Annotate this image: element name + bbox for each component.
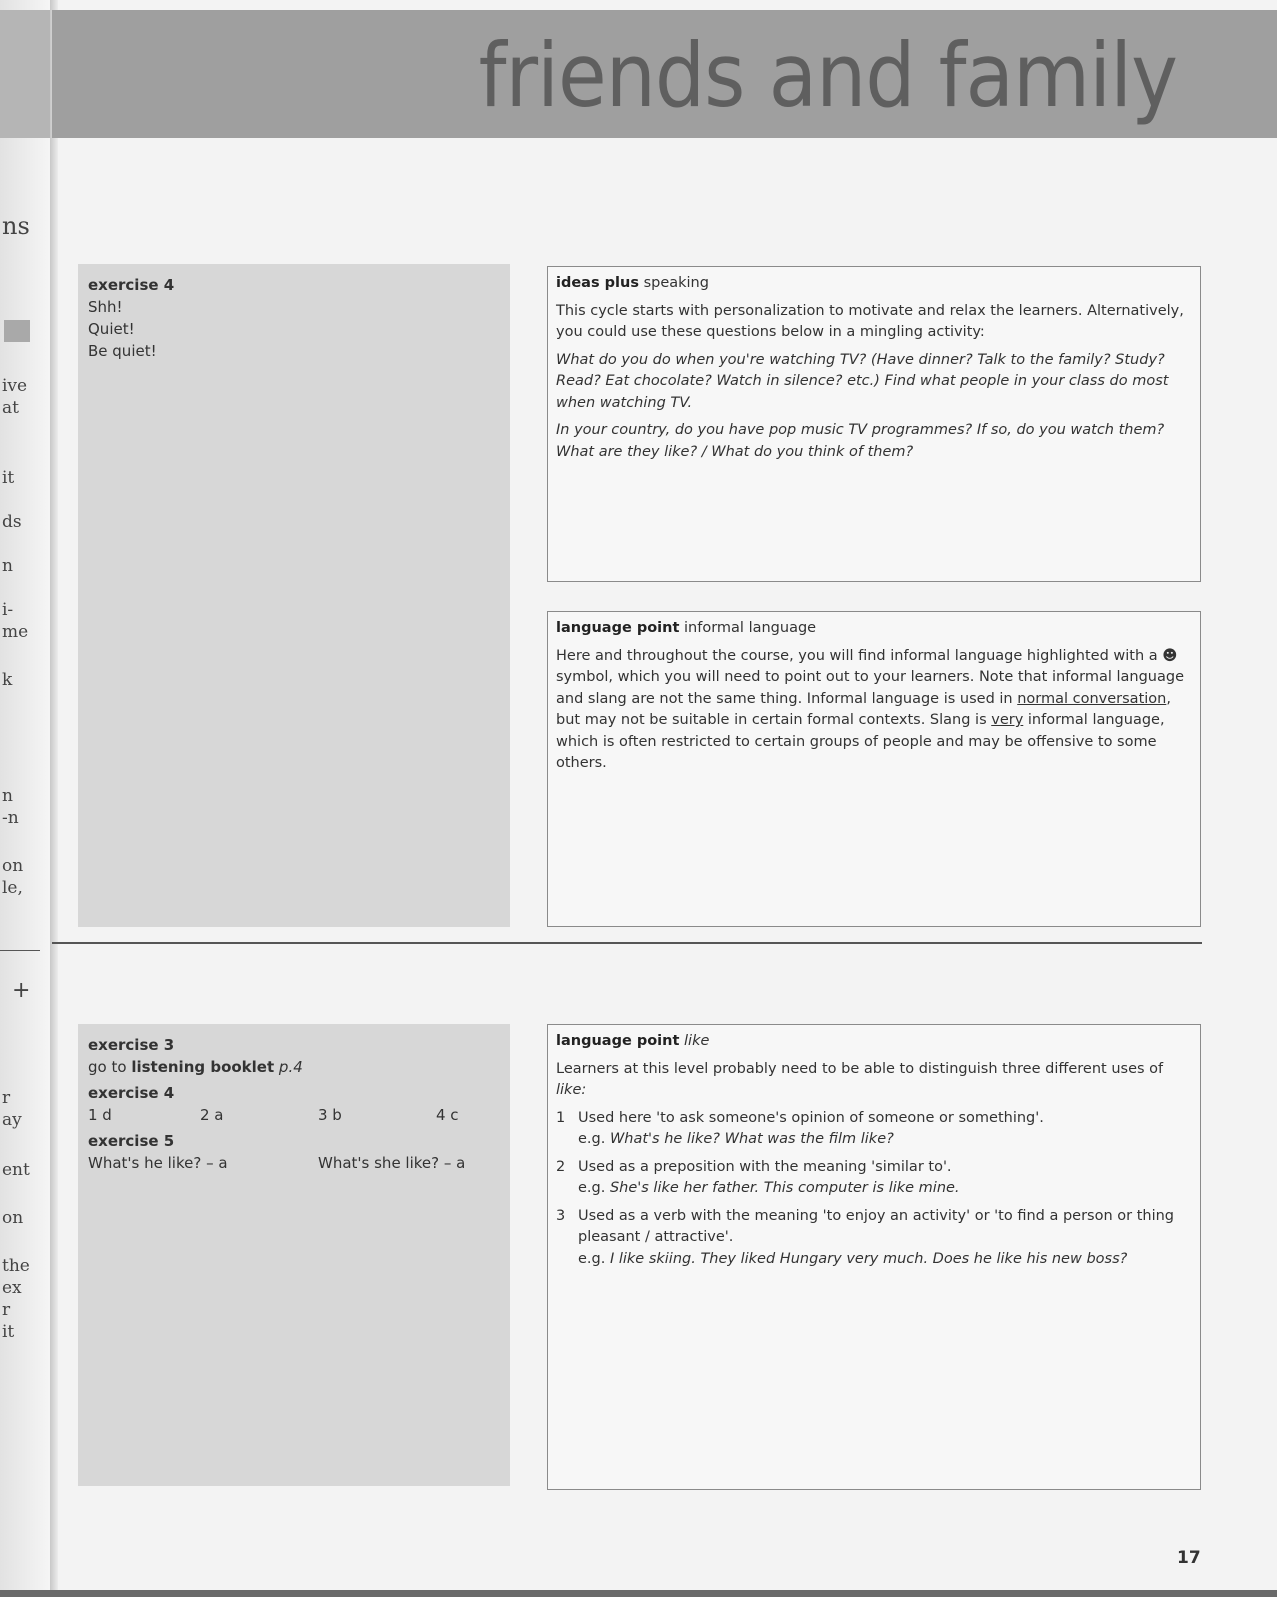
left-page-fragment: -n bbox=[2, 808, 19, 828]
binding-shadow bbox=[50, 0, 58, 1597]
left-page-fragment: k bbox=[2, 670, 13, 690]
box-heading: language point like bbox=[556, 1033, 710, 1049]
left-page-fragment: at bbox=[2, 398, 19, 418]
exercise-heading: exercise 3 bbox=[88, 1036, 175, 1054]
left-page-fragment: ns bbox=[2, 212, 30, 240]
left-page-fragment: i- bbox=[2, 600, 14, 620]
left-page-fragment: the bbox=[2, 1256, 30, 1276]
plus-icon: + bbox=[12, 978, 31, 1003]
box-paragraph: Learners at this level probably need to be able to distinguish three different uses of like: bbox=[556, 1060, 1164, 1098]
left-page-fragment: ay bbox=[2, 1110, 22, 1130]
uses-list bbox=[556, 1108, 1192, 1271]
informal-symbol-icon: ☻ bbox=[1162, 647, 1178, 664]
page-header-band bbox=[52, 10, 1277, 138]
bottom-edge bbox=[0, 1590, 1277, 1597]
left-page-fragment: ex bbox=[2, 1278, 22, 1298]
answer-row: 1 d 2 a 3 b 4 c bbox=[88, 1106, 459, 1124]
left-page-block bbox=[4, 320, 30, 342]
question-paragraph: In your country, do you have pop music TV programmes? If so, do you watch them? What are they like? / What do you think of them? bbox=[556, 422, 1165, 460]
left-page-fragment: on bbox=[2, 1208, 24, 1228]
list-item: 2 Used as a preposition with the meaning 'similar to'. e.g. She's like her father. This computer is like mine. bbox=[556, 1158, 960, 1196]
page-title: friends and family bbox=[478, 24, 1177, 127]
question-paragraph: What do you do when you're watching TV? (Have dinner? Talk to the family? Study? Read? Eat chocolate? Watch in silence? etc.) Find what people in your class do most when watching TV. bbox=[556, 351, 1169, 411]
left-page-fragment: r bbox=[2, 1088, 11, 1108]
exercise-heading: exercise 4 bbox=[88, 276, 175, 294]
answer-line: Shh! bbox=[88, 298, 123, 316]
left-page-fragment: it bbox=[2, 468, 15, 488]
ideas-plus-box bbox=[547, 266, 1201, 582]
box-paragraph: Here and throughout the course, you will find informal language highlighted with a ☻ symbol, which you will need to point out to your learners. Note that informal language and slang are not the same thing. Informal language is used in normal conversation, but may not be suitable in certain formal contexts. Slang is very informal language, which is often restricted to certain groups of people and may be offensive to some others. bbox=[556, 647, 1185, 771]
left-page-fragment: n bbox=[2, 786, 13, 806]
answer-line: go to listening booklet p.4 bbox=[88, 1058, 303, 1076]
list-item: 1 Used here 'to ask someone's opinion of someone or something'. e.g. What's he like? What was the film like? bbox=[556, 1109, 1044, 1147]
section-divider bbox=[52, 942, 1202, 944]
left-page-fragment: ds bbox=[2, 512, 22, 532]
left-page-divider bbox=[0, 950, 40, 951]
left-page-fragment: r bbox=[2, 1300, 11, 1320]
left-page-fragment: le, bbox=[2, 878, 23, 898]
box-heading: language point informal language bbox=[556, 620, 817, 636]
answer-key-panel bbox=[78, 264, 510, 927]
left-page-fragment: ent bbox=[2, 1160, 30, 1180]
left-page-fragment: it bbox=[2, 1322, 15, 1342]
box-heading: ideas plus speaking bbox=[556, 275, 709, 291]
exercise-heading: exercise 5 bbox=[88, 1132, 175, 1150]
left-page-fragment: ive bbox=[2, 376, 28, 396]
language-point-like-box bbox=[547, 1024, 1201, 1490]
answer-line: Quiet! bbox=[88, 320, 135, 338]
adjacent-page-header bbox=[0, 10, 50, 138]
exercise-heading: exercise 4 bbox=[88, 1084, 175, 1102]
left-page-fragment: me bbox=[2, 622, 29, 642]
language-point-informal-box bbox=[547, 611, 1201, 927]
list-item: 3 Used as a verb with the meaning 'to enjoy an activity' or 'to find a person or thing pleasant / attractive'. e.g. I like skiing. They liked Hungary very much. Does he like his new boss? bbox=[556, 1207, 1175, 1267]
answer-key-panel bbox=[78, 1024, 510, 1486]
page-number: 17 bbox=[1177, 1548, 1201, 1568]
answer-row: What's he like? – a What's she like? – a bbox=[88, 1154, 466, 1172]
left-page-fragment: on bbox=[2, 856, 24, 876]
left-page-fragment: n bbox=[2, 556, 13, 576]
box-paragraph: This cycle starts with personalization to motivate and relax the learners. Alternatively, you could use these questions below in a mingling activity: bbox=[556, 302, 1184, 340]
answer-line: Be quiet! bbox=[88, 342, 157, 360]
